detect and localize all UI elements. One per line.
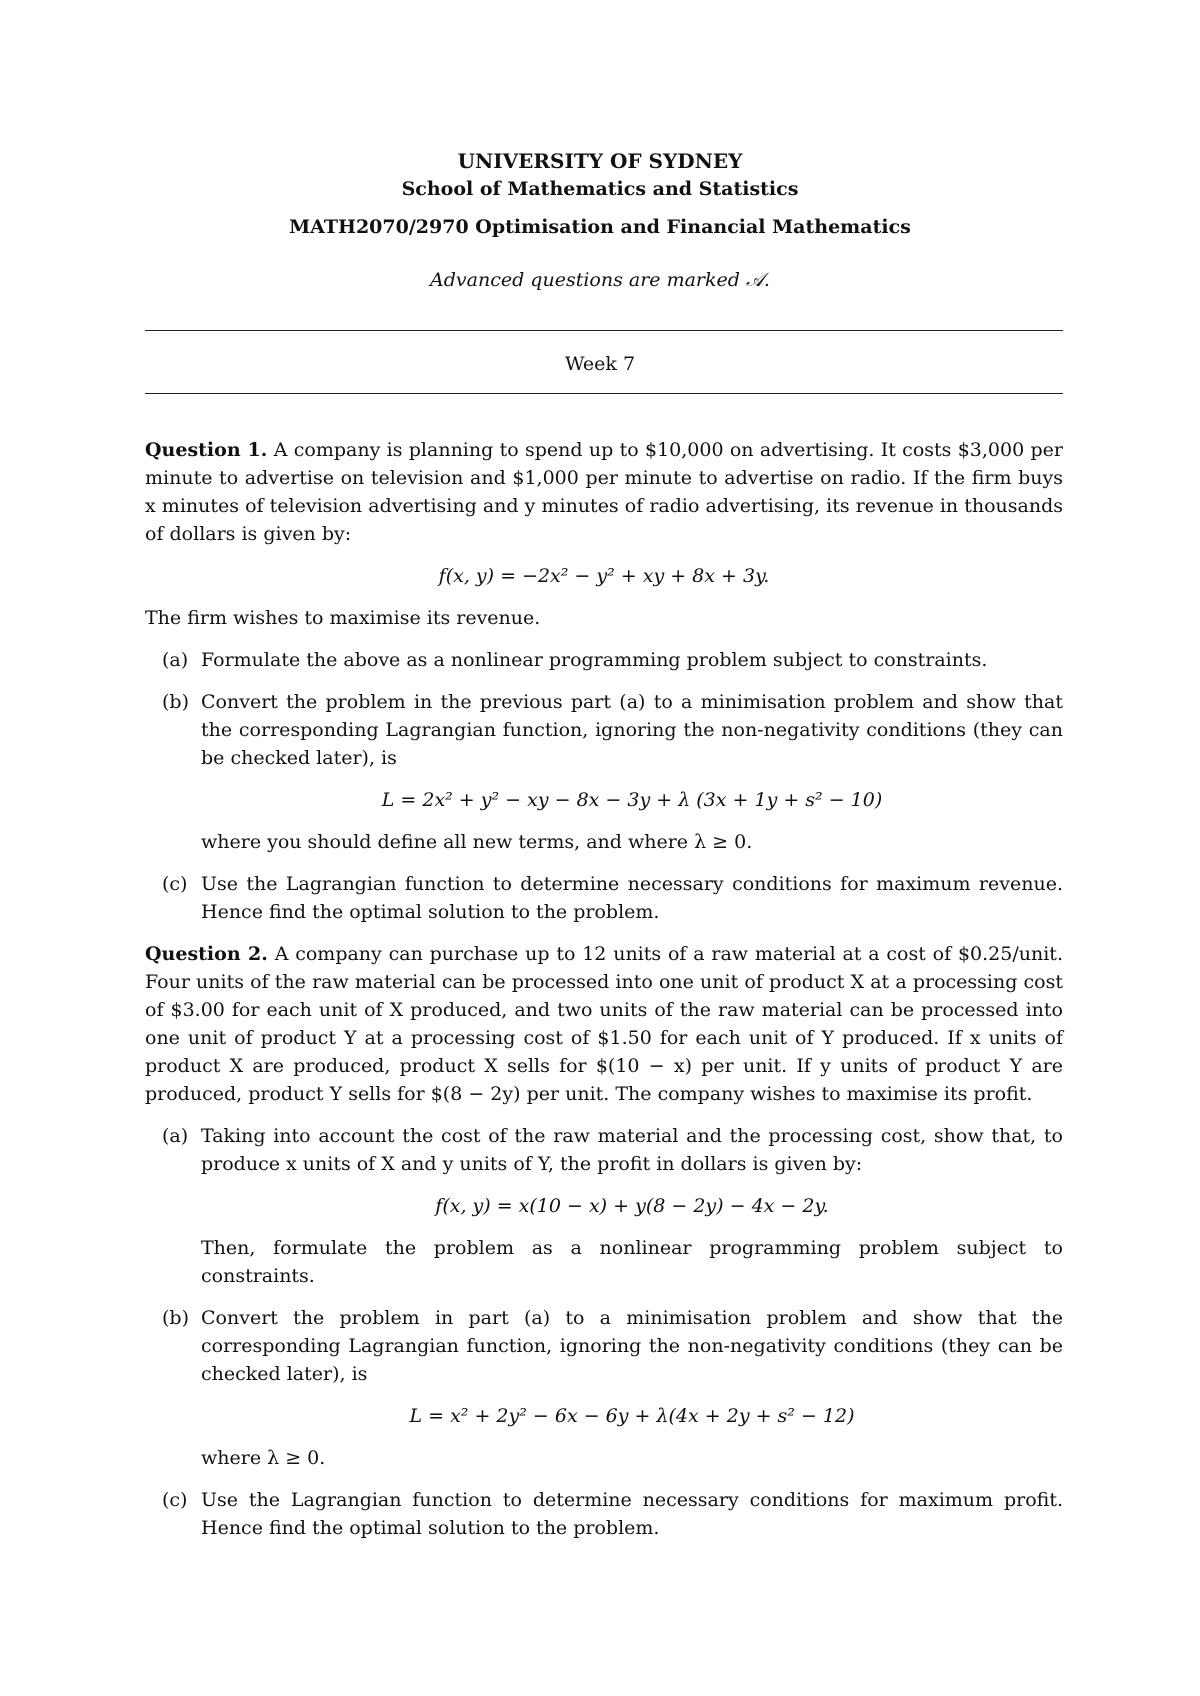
school-name: School of Mathematics and Statistics <box>401 178 799 200</box>
part-text-after: where λ ≥ 0. <box>201 1447 326 1469</box>
part-label: (b) <box>162 691 189 713</box>
question-2-parts <box>145 1122 1063 1542</box>
question-2-part-b <box>145 1304 1063 1472</box>
part-label: (a) <box>162 649 189 671</box>
week-label: Week 7 <box>564 353 636 375</box>
question-1-label: Question 1. <box>145 439 268 461</box>
lagrangian-formula: L = 2x² + y² − xy − 8x − 3y + λ (3x + 1y + s² − 10) <box>381 789 883 811</box>
course-title: MATH2070/2970 Optimisation and Financial Mathematics <box>289 216 911 238</box>
question-1-intro <box>145 436 1063 548</box>
questions-body <box>145 436 1063 1556</box>
question-1-part-b <box>145 688 1063 856</box>
part-text: Formulate the above as a nonlinear programming problem subject to constraints. <box>201 649 988 671</box>
question-2-intro <box>145 940 1063 1108</box>
top-rule <box>145 330 1063 331</box>
question-1-goal: The firm wishes to maximise its revenue. <box>145 607 541 629</box>
part-text: Convert the problem in part (a) to a minimisation problem and show that the corresponding Lagrangian function, ignoring the non-negativity conditions (they can be checked later), is <box>201 1307 1063 1385</box>
university-title: UNIVERSITY OF SYDNEY <box>457 149 743 173</box>
part-text-after: Then, formulate the problem as a nonlinear programming problem subject to constraints. <box>201 1237 1063 1287</box>
part-label: (c) <box>162 1489 188 1511</box>
question-2-text: A company can purchase up to 12 units of a raw material at a cost of $0.25/unit. Four units of the raw material can be processed into one unit of product X at a processing cost of $3.00 for each unit of X produced, and two units of the raw material can be processed into one unit of product Y at a processing cost of $1.50 for each unit of Y produced. If x units of product X are produced, product X sells for $(10 − x) per unit. If y units of product Y are produced, product Y sells for $(8 − 2y) per unit. The company wishes to maximise its profit. <box>145 943 1063 1105</box>
part-label: (c) <box>162 873 188 895</box>
question-2-part-c <box>145 1486 1063 1542</box>
part-text: Taking into account the cost of the raw material and the processing cost, show that, to produce x units of X and y units of Y, the profit in dollars is given by: <box>201 1125 1063 1175</box>
question-1-formula: f(x, y) = −2x² − y² + xy + 8x + 3y. <box>438 565 770 587</box>
part-text-after: where you should define all new terms, and where λ ≥ 0. <box>201 831 753 853</box>
profit-formula: f(x, y) = x(10 − x) + y(8 − 2y) − 4x − 2y. <box>435 1195 829 1217</box>
question-1-parts <box>145 646 1063 926</box>
part-text: Use the Lagrangian function to determine necessary conditions for maximum revenue. Hence find the optimal solution to the problem. <box>201 873 1063 923</box>
lagrangian-formula: L = x² + 2y² − 6x − 6y + λ(4x + 2y + s² − 12) <box>409 1405 855 1427</box>
advanced-note: Advanced questions are marked 𝒜. <box>430 269 770 291</box>
bottom-rule <box>145 393 1063 394</box>
question-1-part-c <box>145 870 1063 926</box>
question-1-text: A company is planning to spend up to $10,000 on advertising. It costs $3,000 per minute to advertise on television and $1,000 per minute to advertise on radio. If the firm buys x minutes of television advertising and y minutes of radio advertising, its revenue in thousands of dollars is given by: <box>145 439 1063 545</box>
part-label: (a) <box>162 1125 189 1147</box>
question-2-part-a <box>145 1122 1063 1290</box>
part-label: (b) <box>162 1307 189 1329</box>
part-text: Convert the problem in the previous part (a) to a minimisation problem and show that the corresponding Lagrangian function, ignoring the non-negativity conditions (they can be checked later), is <box>201 691 1063 769</box>
question-1-part-a <box>145 646 1063 674</box>
part-text: Use the Lagrangian function to determine necessary conditions for maximum profit. Hence find the optimal solution to the problem. <box>201 1489 1063 1539</box>
question-2-label: Question 2. <box>145 943 268 965</box>
